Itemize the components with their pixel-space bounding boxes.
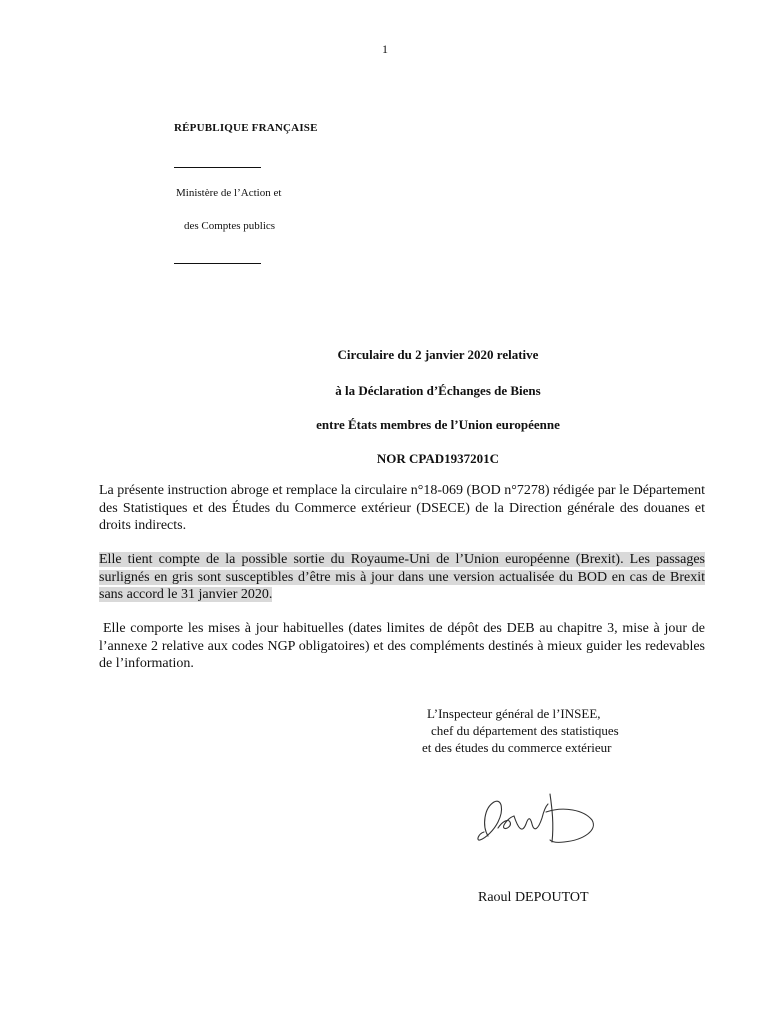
circular-title-line-3: entre États membres de l’Union européenne: [316, 417, 560, 432]
paragraph-updates: Elle comporte les mises à jour habituelles (dates limites de dépôt des DEB au chapitre 3, mise à jour de l’annexe 2 relative aux codes NGP obligatoires) et des compléments destinés à mieux guider les redevables de l’information.: [99, 621, 705, 671]
republic-heading: RÉPUBLIQUE FRANÇAISE: [174, 122, 318, 134]
signatory-title-line-3: et des études du commerce extérieur: [422, 740, 612, 755]
handwritten-signature: [468, 788, 608, 850]
highlighted-brexit-text: Elle tient compte de la possible sortie du Royaume-Uni de l’Union européenne (Brexit). Les passages surlignés en gris sont susceptibles d’être mis à jour dans une version actualisée du BOD en cas de Brexit sans accord le 31 janvier 2020.: [99, 552, 705, 602]
signatory-name: Raoul DEPOUTOT: [478, 890, 589, 905]
ministry-line-1: Ministère de l’Action et: [176, 187, 282, 199]
circular-title-line-1: Circulaire du 2 janvier 2020 relative: [337, 347, 539, 362]
signatory-title-line-2: chef du département des statistiques: [431, 723, 619, 738]
header-divider-bottom: [174, 263, 261, 264]
circular-title-line-2: à la Déclaration d’Échanges de Biens: [335, 383, 541, 398]
paragraph-abrogation: La présente instruction abroge et remplace la circulaire n°18-069 (BOD n°7278) rédigée par le Département des Statistiques et des Études du Commerce extérieur (DSECE) de la Direction générale des douanes et droits indirects.: [99, 483, 705, 533]
page-number: 1: [382, 42, 388, 56]
ministry-line-2: des Comptes publics: [184, 220, 276, 232]
signatory-title-line-1: L’Inspecteur général de l’INSEE,: [427, 706, 601, 721]
paragraph-brexit: [99, 551, 705, 604]
nor-reference: NOR CPAD1937201C: [376, 451, 500, 466]
header-divider-top: [174, 167, 261, 168]
